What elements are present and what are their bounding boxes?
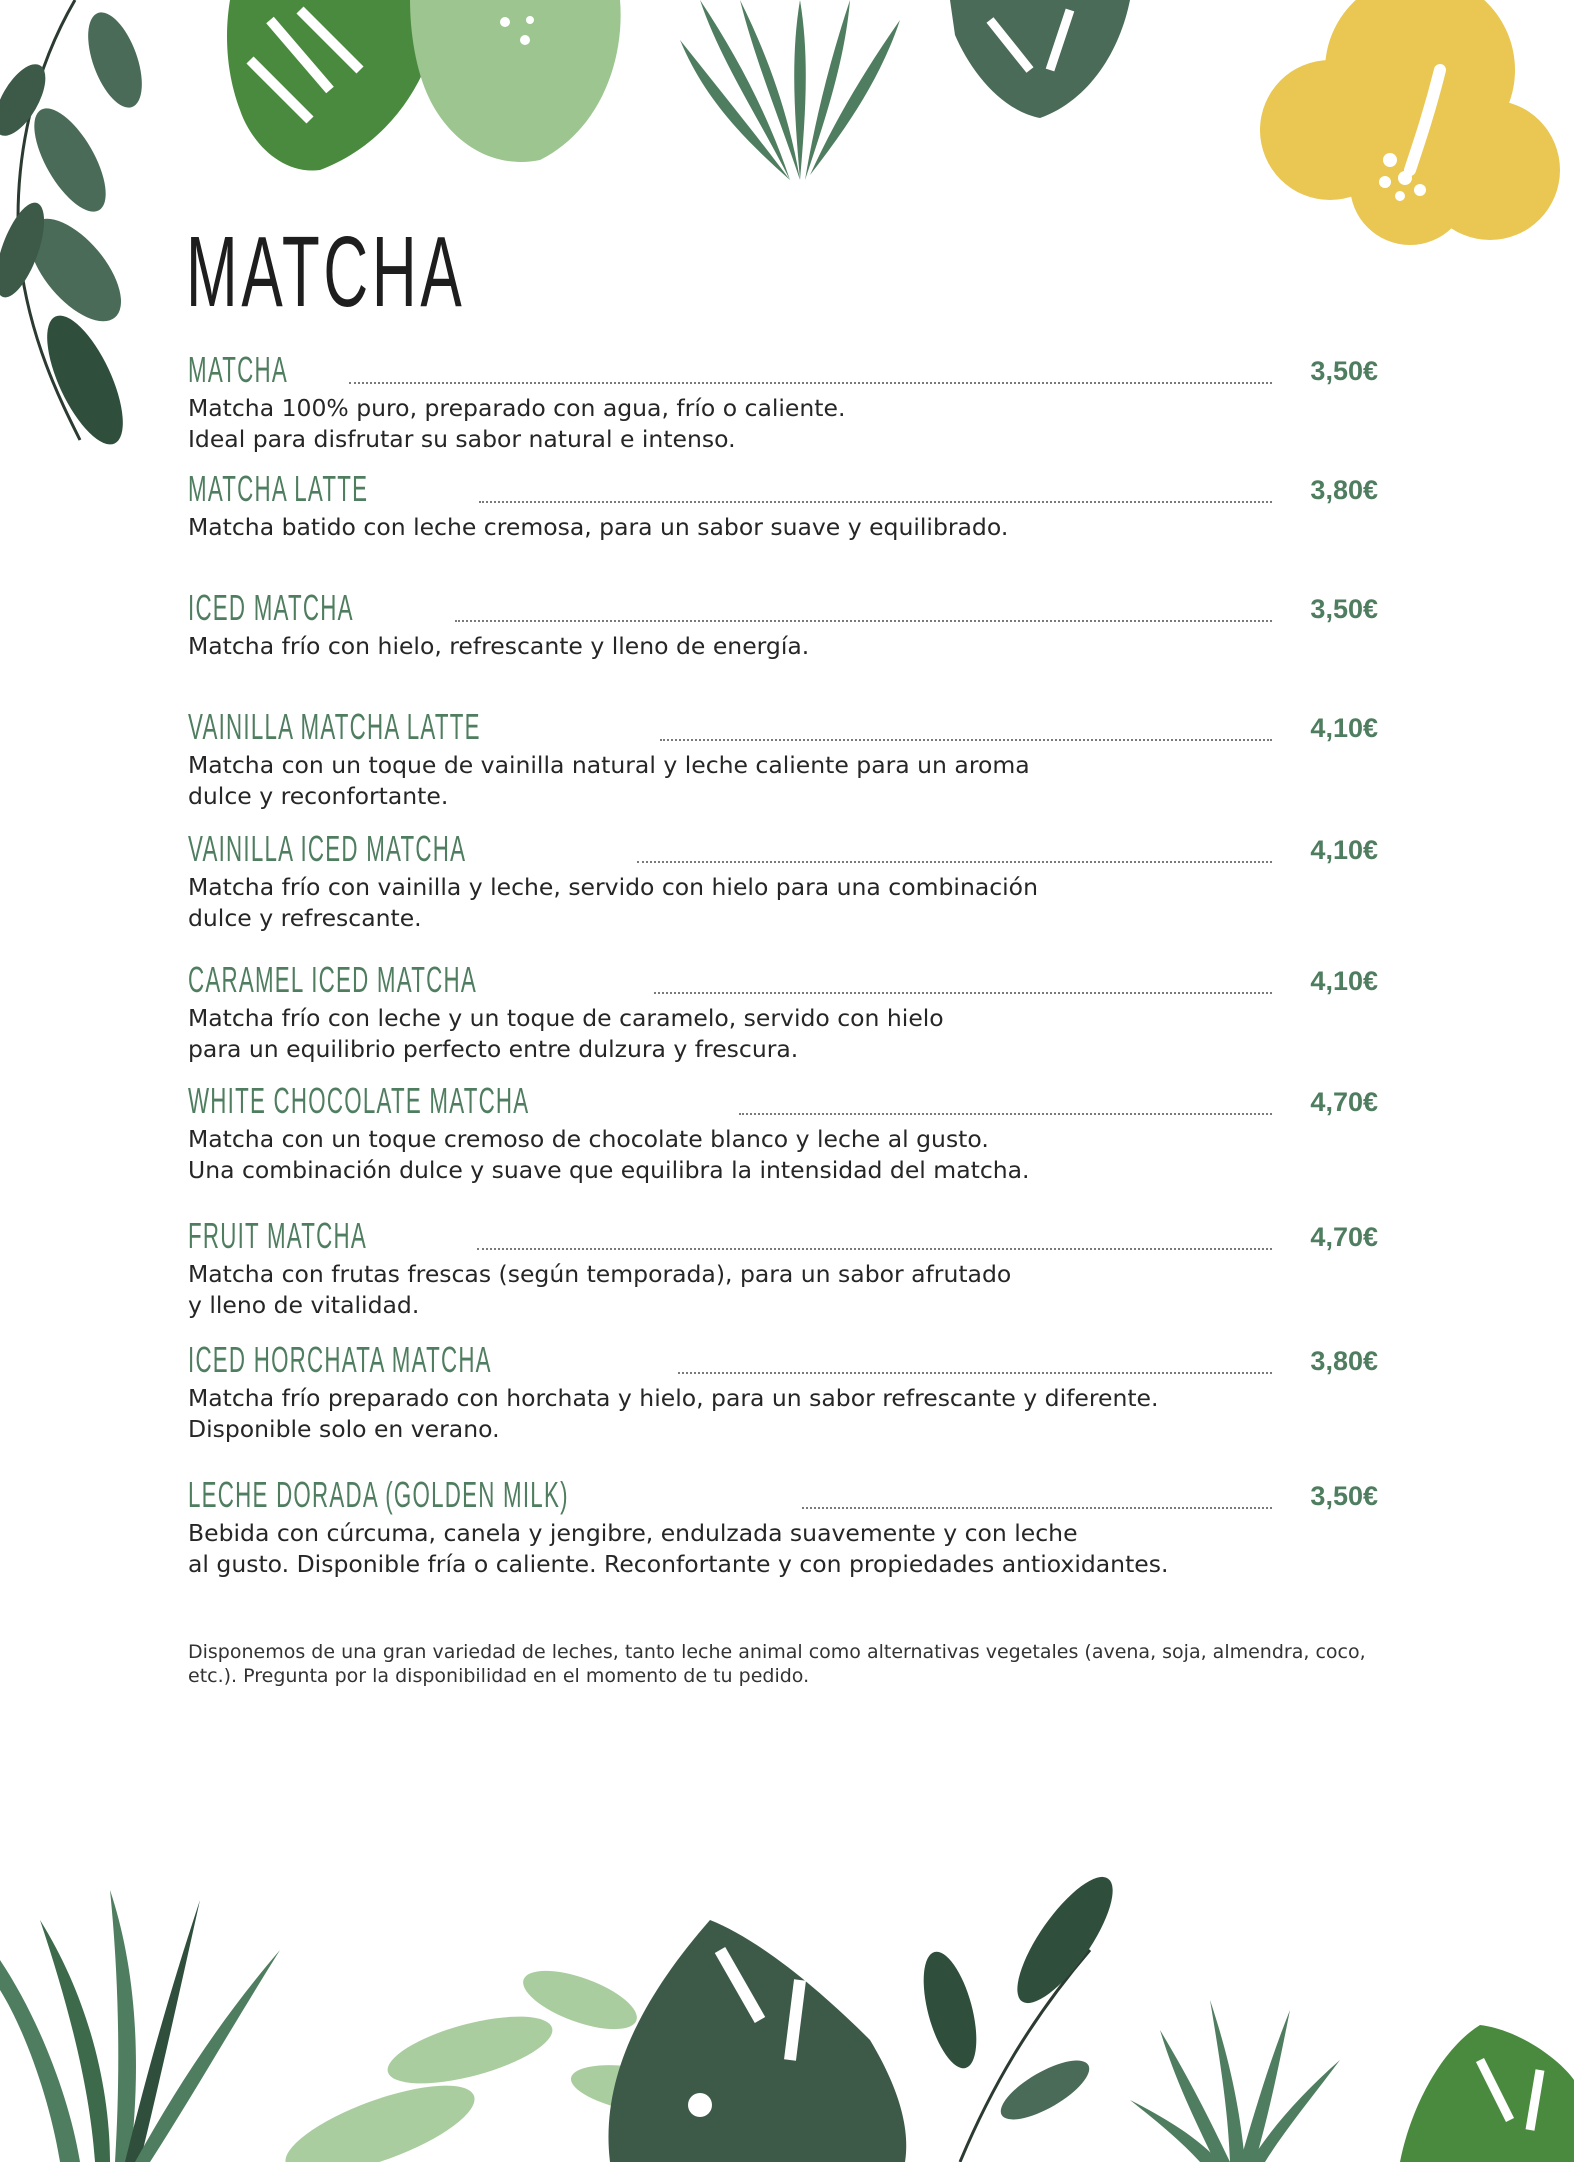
bottom-branch-icon [913,1864,1128,2162]
item-description: Matcha frío con vainilla y leche, servido con hielo para una combinación dulce y refrescante. [188,873,1038,932]
item-price: 4,10€ [1310,835,1378,865]
item-description: Matcha con un toque de vainilla natural y leche caliente para un aroma dulce y reconfortante. [188,751,1030,810]
item-name: VAINILLA ICED MATCHA [188,828,467,869]
dotted-leader [455,620,1272,622]
item-price: 3,80€ [1310,1346,1378,1376]
item-price: 3,50€ [1310,1481,1378,1511]
item-name: MATCHA [188,349,289,390]
menu-item [188,588,1378,662]
menu-item [188,1081,1378,1186]
item-description: Matcha frío con hielo, refrescante y lleno de energía. [188,632,810,660]
item-description: Matcha frío con leche y un toque de caramelo, servido con hielo para un equilibrio perfecto entre dulzura y frescura. [188,1004,944,1063]
bottom-fern-icon [1130,2000,1340,2162]
bottom-right-monstera-icon [1400,2025,1574,2162]
item-name: MATCHA LATTE [188,468,369,509]
top-fern-icon [680,0,900,180]
dotted-leader [349,382,1272,384]
dotted-leader [660,739,1272,741]
dotted-leader [802,1507,1272,1509]
item-name: ICED MATCHA [188,587,354,628]
item-price: 4,10€ [1310,966,1378,996]
menu-item [188,1475,1378,1580]
menu-item [188,829,1378,934]
dotted-leader [654,992,1272,994]
item-name: ICED HORCHATA MATCHA [188,1339,492,1380]
top-light-monstera-icon [410,0,621,162]
item-name: FRUIT MATCHA [188,1215,367,1256]
hibiscus-flower-icon [1260,0,1560,245]
menu-item [188,707,1378,812]
dotted-leader [678,1372,1272,1374]
item-description: Matcha 100% puro, preparado con agua, frío o caliente. Ideal para disfrutar su sabor natural e intenso. [188,394,846,453]
bottom-palm-icon [0,1890,280,2162]
item-name: VAINILLA MATCHA LATTE [188,706,481,747]
item-name: LECHE DORADA (GOLDEN MILK) [188,1474,569,1515]
milk-options-footnote: Disponemos de una gran variedad de leches, tanto leche animal como alternativas vegetales (avena, soja, almendra, coco, etc.). Pregunta por la disponibilidad en el momento de tu pedido. [188,1641,1366,1687]
item-description: Matcha con un toque cremoso de chocolate blanco y leche al gusto. Una combinación dulce y suave que equilibra la intensidad del matcha. [188,1125,1030,1184]
menu-item [188,350,1378,455]
menu-item [188,1216,1378,1321]
item-description: Matcha con frutas frescas (según temporada), para un sabor afrutado y lleno de vitalidad. [188,1260,1012,1319]
item-price: 3,50€ [1310,356,1378,386]
dotted-leader [739,1113,1272,1115]
menu-item [188,960,1378,1065]
item-description: Matcha frío preparado con horchata y hielo, para un sabor refrescante y diferente. Disponible solo en verano. [188,1384,1159,1443]
item-price: 4,70€ [1310,1222,1378,1252]
top-dark-monstera-icon [950,0,1130,118]
menu-item [188,469,1378,543]
page-title: MATCHA [186,216,466,328]
item-description: Matcha batido con leche cremosa, para un sabor suave y equilibrado. [188,513,1009,541]
item-price: 4,70€ [1310,1087,1378,1117]
top-left-branch-icon [0,0,153,454]
item-name: WHITE CHOCOLATE MATCHA [188,1080,530,1121]
item-price: 4,10€ [1310,713,1378,743]
bottom-monstera-icon [608,1920,906,2162]
top-monstera-icon [227,0,440,170]
dotted-leader [479,501,1272,503]
item-price: 3,80€ [1310,475,1378,505]
dotted-leader [637,861,1272,863]
item-name: CARAMEL ICED MATCHA [188,959,477,1000]
item-price: 3,50€ [1310,594,1378,624]
menu-item [188,1340,1378,1445]
dotted-leader [477,1248,1272,1250]
item-description: Bebida con cúrcuma, canela y jengibre, endulzada suavemente y con leche al gusto. Disponible fría o caliente. Reconfortante y con propiedades antioxidantes. [188,1519,1169,1578]
